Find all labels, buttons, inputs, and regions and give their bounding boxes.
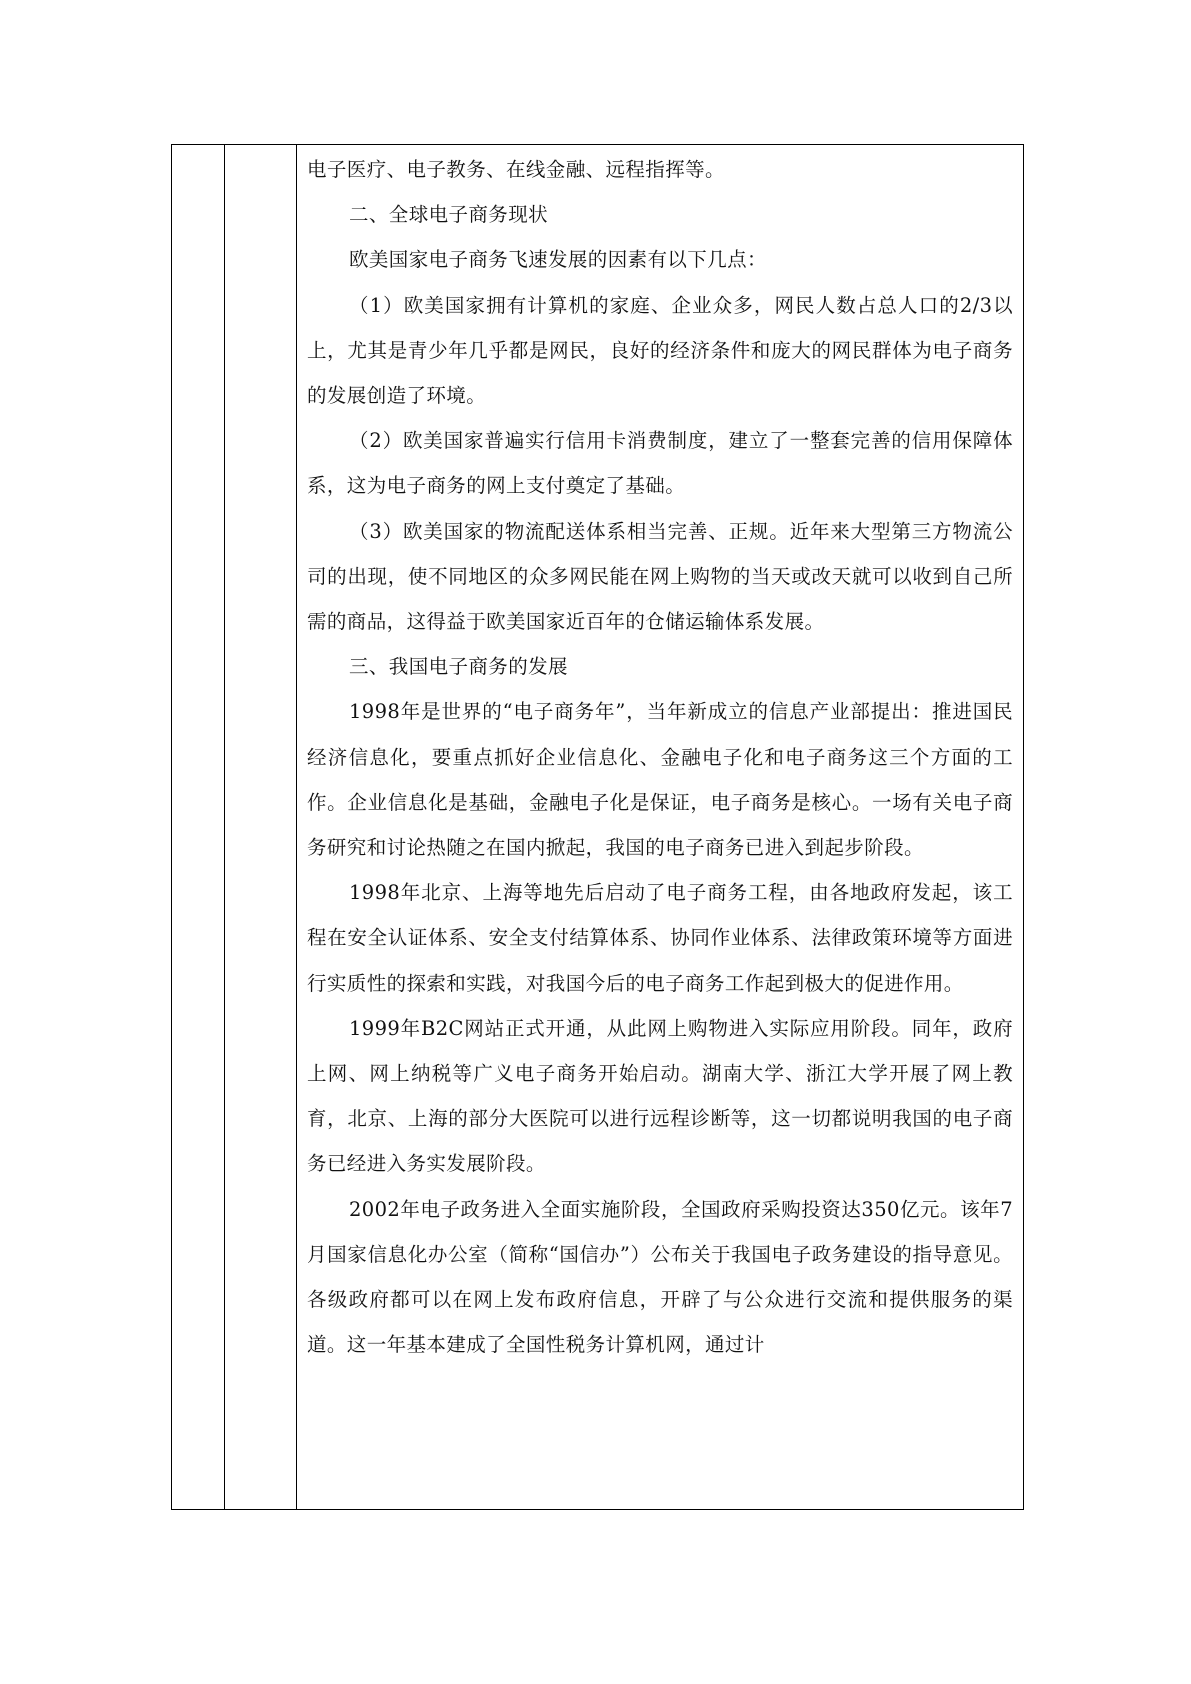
section-heading-china: 三、我国电子商务的发展 (349, 655, 568, 679)
paragraph-5: （2）欧美国家普遍实行信用卡消费制度，建立了一整套完善的信用保障体系，这为电子商务的网上支付奠定了基础。 (307, 429, 1013, 498)
paragraph-1: 电子医疗、电子教务、在线金融、远程指挥等。 (307, 158, 725, 181)
paragraph-9: 1998年北京、上海等地先后启动了电子商务工程，由各地政府发起，该工程在安全认证体系、安全支付结算体系、协同作业体系、法律政策环境等方面进行实质性的探索和实践，对我国今后的电子商务工作起到极大的促进作用。 (307, 881, 1013, 995)
paragraph-11: 2002年电子政务进入全面实施阶段，全国政府采购投资达350亿元。该年7月国家信息化办公室（简称“国信办”）公布关于我国电子政务建设的指导意见。各级政府都可以在网上发布政府信息，开辟了与公众进行交流和提供服务的渠道。这一年基本建成了全国性税务计算机网，通过计 (307, 1197, 1013, 1357)
document-table (171, 144, 1024, 1510)
paragraph-3: 欧美国家电子商务飞速发展的因素有以下几点： (349, 248, 767, 272)
paragraph-4: （1）欧美国家拥有计算机的家庭、企业众多，网民人数占总人口的2/3以上，尤其是青少年几乎都是网民，良好的经济条件和庞大的网民群体为电子商务的发展创造了环境。 (307, 293, 1013, 408)
paragraph-6: （3）欧美国家的物流配送体系相当完善、正规。近年来大型第三方物流公司的出现，使不同地区的众多网民能在网上购物的当天或改天就可以收到自己所需的商品，这得益于欧美国家近百年的仓储运输体系发展。 (307, 519, 1013, 634)
column-divider-1 (224, 145, 225, 1509)
section-heading-global: 二、全球电子商务现状 (349, 203, 549, 227)
column-divider-2 (296, 145, 297, 1509)
content-cell (307, 147, 1013, 1509)
paragraph-10: 1999年B2C网站正式开通，从此网上购物进入实际应用阶段。同年，政府上网、网上纳税等广义电子商务开始启动。湖南大学、浙江大学开展了网上教育，北京、上海的部分大医院可以进行远程诊断等，这一切都说明我国的电子商务已经进入务实发展阶段。 (307, 1016, 1013, 1176)
paragraph-8: 1998年是世界的“电子商务年”，当年新成立的信息产业部提出：推进国民经济信息化，要重点抓好企业信息化、金融电子化和电子商务这三个方面的工作。企业信息化是基础，金融电子化是保证，电子商务是核心。一场有关电子商务研究和讨论热随之在国内掀起，我国的电子商务已进入到起步阶段。 (307, 700, 1013, 860)
